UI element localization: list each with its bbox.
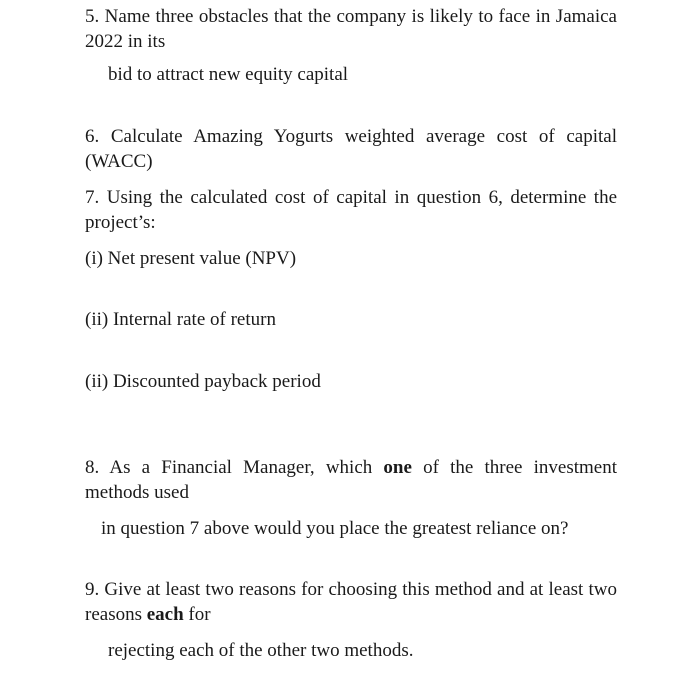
question-9-part2: for: [183, 604, 211, 625]
question-8-emphasis: one: [383, 457, 412, 478]
question-8-text: [85, 455, 617, 505]
question-7-item-payback: (ii) Discounted payback period: [85, 371, 321, 392]
question-6-text: 6. Calculate Amazing Yogurts weighted average cost of capital (WACC): [85, 126, 617, 172]
question-7-text: 7. Using the calculated cost of capital in question 6, determine the project’s:: [85, 187, 617, 233]
question-9-part1: 9. Give at least two reasons for choosing this method and at least two reasons: [85, 579, 617, 625]
question-5-text: 5. Name three obstacles that the company is likely to face in Jamaica 2022 in its: [85, 6, 617, 52]
question-9-continuation: rejecting each of the other two methods.: [108, 640, 414, 661]
question-8-part2: of the three investment methods used: [85, 457, 617, 503]
question-8-part1: 8. As a Financial Manager, which: [85, 457, 384, 478]
question-7-item-irr: (ii) Internal rate of return: [85, 309, 276, 330]
question-9-emphasis: each: [146, 604, 184, 625]
question-9-text: [85, 577, 617, 627]
question-8-continuation: in question 7 above would you place the greatest reliance on?: [101, 518, 569, 539]
question-7-item-npv: (i) Net present value (NPV): [85, 248, 297, 269]
question-5-continuation: bid to attract new equity capital: [108, 64, 349, 85]
